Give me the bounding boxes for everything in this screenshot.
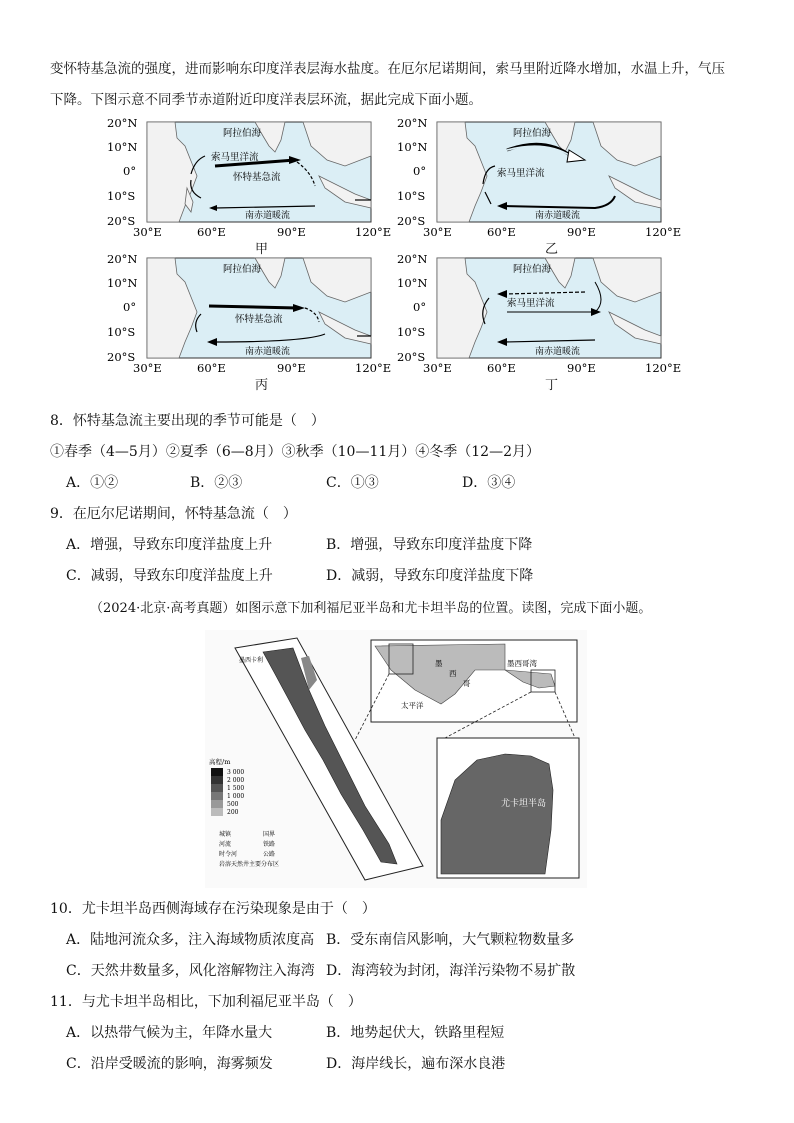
intro-line-2: 下降。下图示意不同季节赤道附近印度洋表层环流，据此完成下面小题。 bbox=[50, 92, 482, 108]
svg-text:城镇: 城镇 bbox=[219, 831, 232, 838]
q10-option-a[interactable]: A．陆地河流众多，注入海域物质浓度高 bbox=[66, 932, 315, 948]
svg-text:30°E: 30°E bbox=[133, 225, 162, 239]
q11-option-a[interactable]: A．以热带气候为主，年降水量大 bbox=[66, 1025, 273, 1041]
q8-option-d[interactable]: D．③④ bbox=[462, 475, 516, 491]
svg-text:30°E: 30°E bbox=[133, 361, 162, 375]
svg-text:阿拉伯海: 阿拉伯海 bbox=[513, 128, 552, 139]
svg-text:0°: 0° bbox=[123, 164, 137, 178]
svg-text:90°E: 90°E bbox=[277, 225, 306, 239]
svg-text:120°E: 120°E bbox=[645, 225, 682, 239]
q8-option-c[interactable]: C．①③ bbox=[326, 475, 379, 491]
svg-text:10°S: 10°S bbox=[397, 325, 426, 339]
svg-text:120°E: 120°E bbox=[645, 361, 682, 375]
wyrtki-label: 怀特基急流 bbox=[233, 172, 281, 183]
sea-label: 阿拉伯海 bbox=[223, 128, 262, 139]
svg-text:0°: 0° bbox=[413, 300, 427, 314]
peninsula-figure bbox=[205, 630, 587, 888]
svg-text:20°N: 20°N bbox=[397, 116, 428, 130]
svg-text:60°E: 60°E bbox=[487, 361, 516, 375]
q11-option-d[interactable]: D．海岸线长，遍布深水良港 bbox=[326, 1056, 506, 1072]
svg-text:时令河: 时令河 bbox=[219, 851, 238, 858]
intro2: （2024·北京·高考真题）如图示意下加利福尼亚半岛和尤卡坦半岛的位置。读图，完成下面小题。 bbox=[90, 601, 652, 616]
q8-seasons: ①春季（4—5月）②夏季（6—8月）③秋季（10—11月）④冬季（12—2月） bbox=[50, 444, 540, 460]
svg-text:怀特基急流: 怀特基急流 bbox=[235, 314, 283, 325]
svg-text:阿拉伯海: 阿拉伯海 bbox=[223, 264, 262, 275]
svg-text:0°: 0° bbox=[123, 300, 137, 314]
svg-text:60°E: 60°E bbox=[197, 225, 226, 239]
q9-stem: 9．在厄尔尼诺期间，怀特基急流（ ） bbox=[50, 506, 297, 522]
map-jia bbox=[105, 116, 395, 257]
svg-text:1 500: 1 500 bbox=[227, 785, 245, 792]
map-caption: 乙 bbox=[545, 242, 559, 257]
svg-text:10°N: 10°N bbox=[397, 140, 428, 154]
svg-text:3 000: 3 000 bbox=[227, 769, 245, 776]
svg-text:河流: 河流 bbox=[219, 841, 232, 848]
svg-text:10°S: 10°S bbox=[107, 189, 136, 203]
svg-text:索马里洋流: 索马里洋流 bbox=[507, 298, 555, 309]
svg-text:哥: 哥 bbox=[463, 679, 471, 688]
svg-text:2 000: 2 000 bbox=[227, 777, 245, 784]
svg-text:阿拉伯海: 阿拉伯海 bbox=[513, 264, 552, 275]
svg-text:200: 200 bbox=[227, 809, 239, 816]
svg-text:120°E: 120°E bbox=[355, 225, 392, 239]
svg-text:20°S: 20°S bbox=[107, 350, 136, 364]
svg-text:索马里洋流: 索马里洋流 bbox=[497, 168, 545, 179]
svg-text:30°E: 30°E bbox=[423, 225, 452, 239]
q9-option-a[interactable]: A．增强，导致东印度洋盐度上升 bbox=[66, 537, 273, 553]
svg-text:20°N: 20°N bbox=[107, 252, 138, 266]
svg-text:太平洋: 太平洋 bbox=[401, 701, 424, 710]
q10-option-d[interactable]: D．海湾较为封闭，海洋污染物不易扩散 bbox=[326, 963, 576, 979]
southeq-label: 南赤道暖流 bbox=[245, 211, 291, 221]
q11-option-c[interactable]: C．沿岸受暖流的影响，海雾频发 bbox=[66, 1056, 273, 1072]
svg-text:90°E: 90°E bbox=[567, 361, 596, 375]
q8-option-b[interactable]: B．②③ bbox=[190, 475, 243, 491]
q9-option-d[interactable]: D．减弱，导致东印度洋盐度下降 bbox=[326, 568, 534, 584]
svg-text:10°S: 10°S bbox=[107, 325, 136, 339]
map-caption: 丙 bbox=[255, 378, 269, 393]
yucatan-label: 尤卡坦半岛 bbox=[501, 799, 547, 809]
q11-stem: 11．与尤卡坦半岛相比，下加利福尼亚半岛（ ） bbox=[50, 994, 362, 1010]
svg-text:公路: 公路 bbox=[263, 851, 276, 858]
svg-text:90°E: 90°E bbox=[277, 361, 306, 375]
svg-text:10°N: 10°N bbox=[397, 276, 428, 290]
svg-text:高程/m: 高程/m bbox=[209, 758, 231, 766]
svg-text:500: 500 bbox=[227, 801, 239, 808]
map-bing bbox=[105, 252, 395, 393]
svg-text:60°E: 60°E bbox=[197, 361, 226, 375]
svg-text:南赤道暖流: 南赤道暖流 bbox=[245, 347, 291, 357]
map-yi bbox=[395, 116, 685, 257]
somali-label: 索马里洋流 bbox=[211, 152, 259, 163]
svg-text:20°S: 20°S bbox=[397, 350, 426, 364]
svg-text:南赤道暖流: 南赤道暖流 bbox=[535, 347, 581, 357]
map-caption: 甲 bbox=[255, 242, 269, 257]
svg-text:10°S: 10°S bbox=[397, 189, 426, 203]
q9-option-b[interactable]: B．增强，导致东印度洋盐度下降 bbox=[326, 537, 533, 553]
svg-text:120°E: 120°E bbox=[355, 361, 392, 375]
map-caption: 丁 bbox=[545, 378, 559, 393]
q10-option-b[interactable]: B．受东南信风影响，大气颗粒物数量多 bbox=[326, 932, 575, 948]
q10-stem: 10．尤卡坦半岛西侧海域存在污染现象是由于（ ） bbox=[50, 901, 376, 917]
svg-text:20°N: 20°N bbox=[397, 252, 428, 266]
svg-text:墨西卡利: 墨西卡利 bbox=[239, 657, 264, 664]
svg-text:国界: 国界 bbox=[263, 831, 276, 838]
svg-text:西: 西 bbox=[449, 669, 457, 678]
svg-text:铁路: 铁路 bbox=[263, 841, 276, 848]
svg-text:20°N: 20°N bbox=[107, 116, 138, 130]
svg-text:1 000: 1 000 bbox=[227, 793, 245, 800]
q9-option-c[interactable]: C．减弱，导致东印度洋盐度上升 bbox=[66, 568, 273, 584]
q11-option-b[interactable]: B．地势起伏大，铁路里程短 bbox=[326, 1025, 505, 1041]
q10-option-c[interactable]: C．天然井数量多，风化溶解物注入海湾 bbox=[66, 963, 315, 979]
svg-text:20°S: 20°S bbox=[107, 214, 136, 228]
svg-text:0°: 0° bbox=[413, 164, 427, 178]
svg-text:60°E: 60°E bbox=[487, 225, 516, 239]
svg-text:墨西哥湾: 墨西哥湾 bbox=[507, 659, 537, 668]
svg-text:30°E: 30°E bbox=[423, 361, 452, 375]
svg-text:10°N: 10°N bbox=[107, 276, 138, 290]
q8-stem: 8．怀特基急流主要出现的季节可能是（ ） bbox=[50, 413, 325, 429]
svg-text:南赤道暖流: 南赤道暖流 bbox=[535, 211, 581, 221]
svg-text:墨: 墨 bbox=[435, 659, 443, 668]
q8-option-a[interactable]: A．①② bbox=[66, 475, 119, 491]
svg-text:岩溶天然井主要分布区: 岩溶天然井主要分布区 bbox=[219, 861, 280, 868]
svg-text:90°E: 90°E bbox=[567, 225, 596, 239]
intro-line-1: 变怀特基急流的强度，进而影响东印度洋表层海水盐度。在厄尔尼诺期间，索马里附近降水增加，水温上升，气压 bbox=[50, 61, 725, 77]
svg-text:10°N: 10°N bbox=[107, 140, 138, 154]
svg-text:20°S: 20°S bbox=[397, 214, 426, 228]
map-ding bbox=[395, 252, 685, 393]
